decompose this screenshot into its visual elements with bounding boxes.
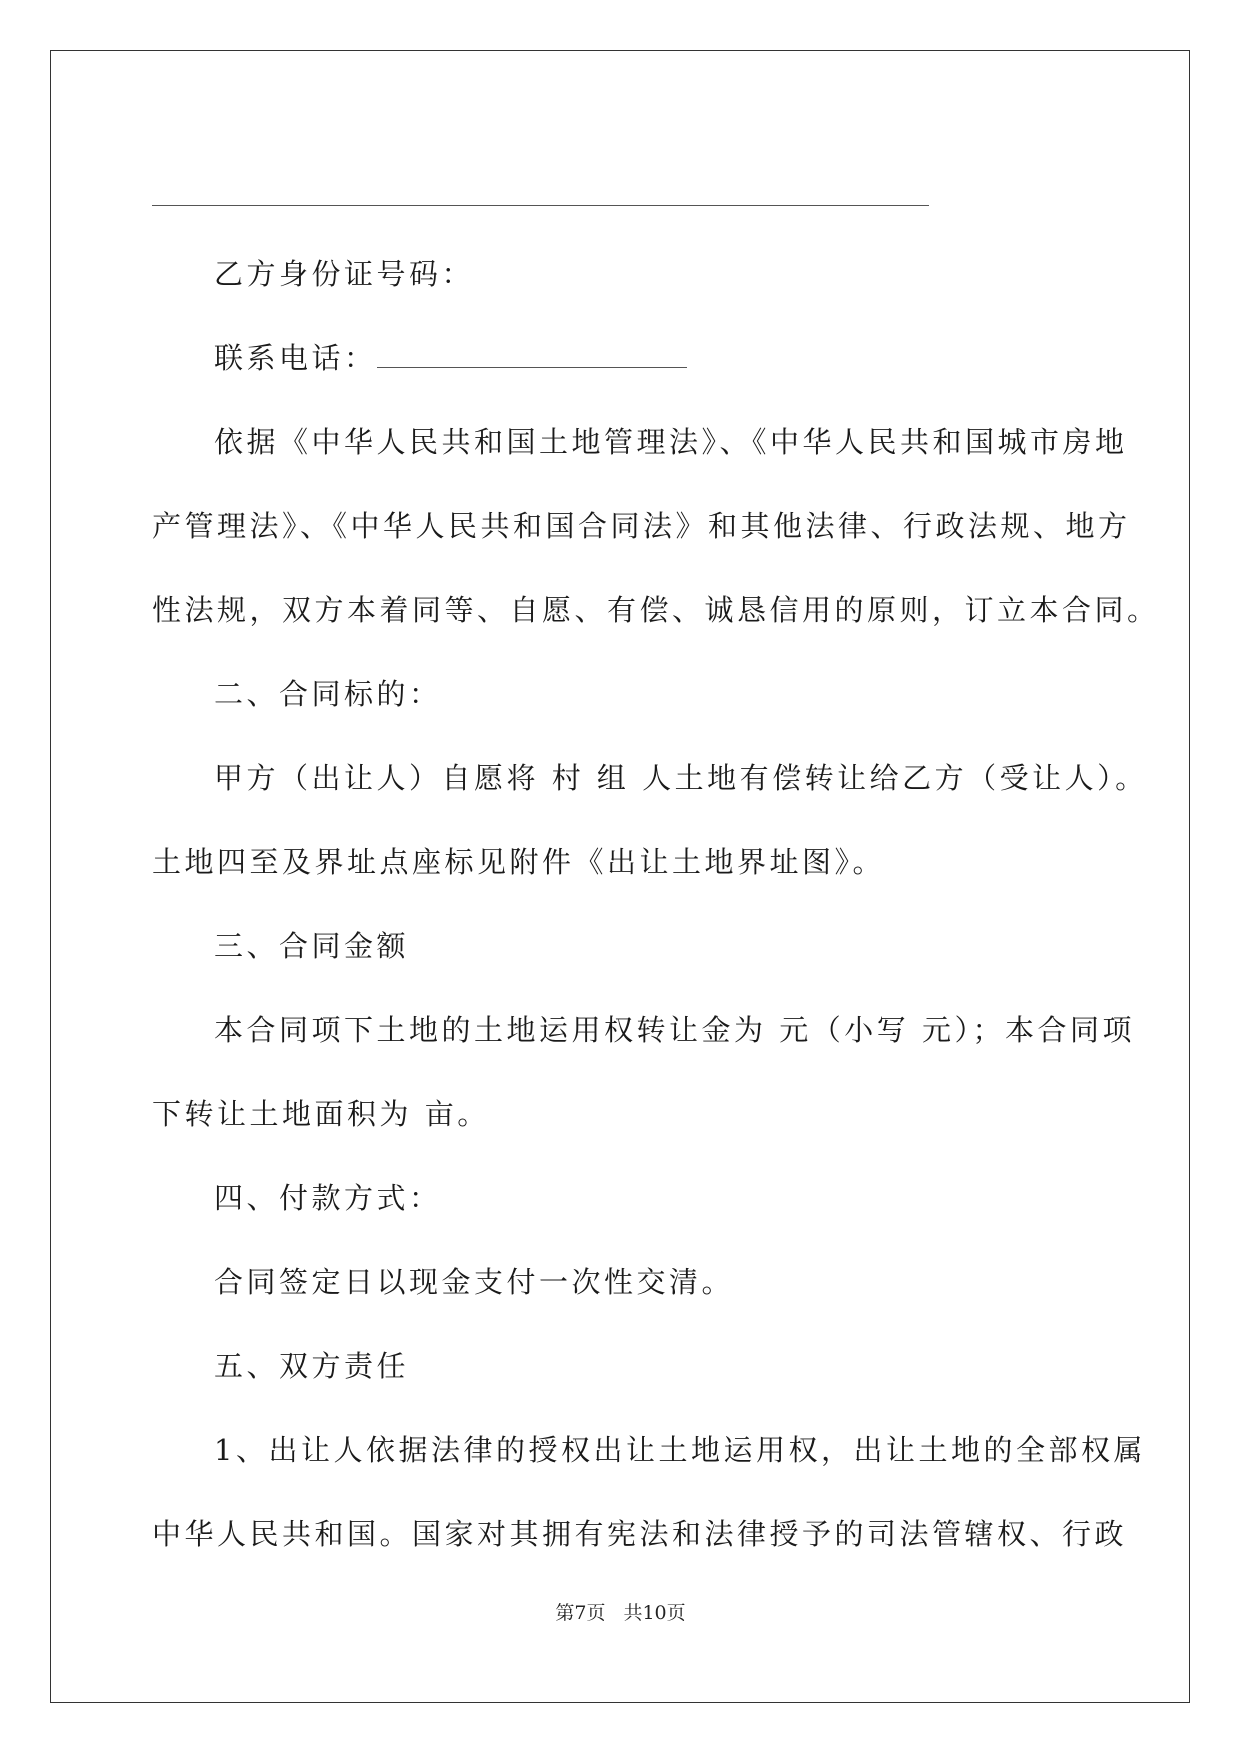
paragraph-line: 甲方（出让人）自愿将 村 组 人土地有偿转让给乙方（受让人）。	[214, 761, 1148, 795]
paragraph-line: 依据《中华人民共和国土地管理法》、《中华人民共和国城市房地	[214, 425, 1128, 459]
page-number-current: 第7页	[555, 1602, 606, 1624]
page-footer	[0, 1600, 1241, 1626]
paragraph-line: 产管理法》、《中华人民共和国合同法》和其他法律、行政法规、地方	[152, 509, 1131, 543]
page-number-total: 共10页	[623, 1602, 686, 1624]
phone-blank-field	[377, 345, 687, 368]
top-underline-rule	[152, 205, 929, 206]
paragraph-line: 土地四至及界址点座标见附件《出让土地界址图》。	[152, 845, 886, 879]
phone-line	[214, 338, 687, 378]
paragraph-line: 中华人民共和国。国家对其拥有宪法和法律授予的司法管辖权、行政	[152, 1517, 1128, 1551]
id-number-label: 乙方身份证号码：	[214, 257, 475, 291]
paragraph-line: 合同签定日以现金支付一次性交清。	[214, 1265, 735, 1299]
paragraph-line: 性法规，双方本着同等、自愿、有偿、诚恳信用的原则，订立本合同。	[152, 593, 1160, 627]
section-heading: 五、双方责任	[214, 1349, 410, 1383]
paragraph-line: 下转让土地面积为 亩。	[152, 1097, 490, 1131]
section-heading: 三、合同金额	[214, 929, 410, 963]
paragraph-line: 1、出让人依据法律的授权出让土地运用权，出让土地的全部权属	[214, 1433, 1146, 1467]
section-heading: 四、付款方式：	[214, 1181, 442, 1215]
section-heading: 二、合同标的：	[214, 677, 442, 711]
paragraph-line: 本合同项下土地的土地运用权转让金为 元（小写 元）；本合同项	[214, 1013, 1135, 1047]
phone-label: 联系电话：	[214, 341, 377, 375]
